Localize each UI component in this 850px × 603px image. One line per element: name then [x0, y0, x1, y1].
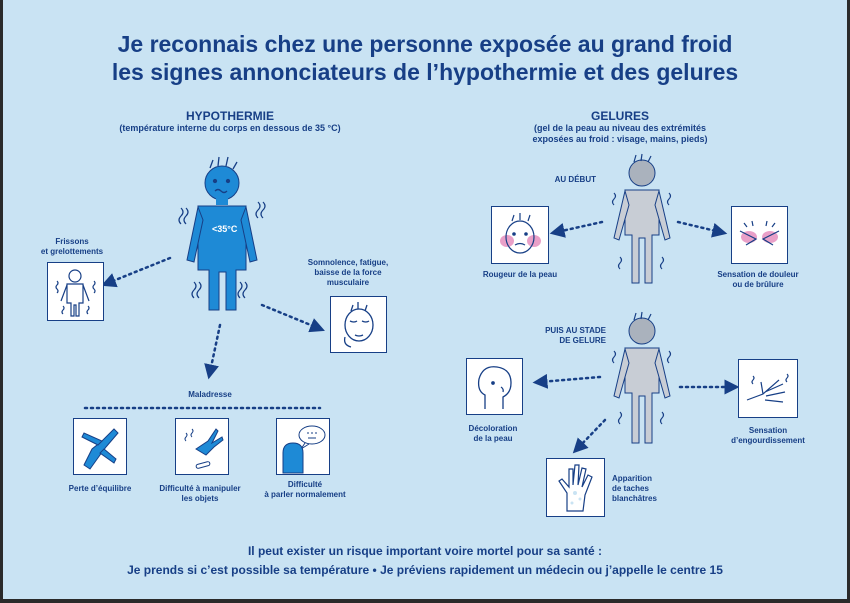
white-spots-hand-icon: [547, 459, 604, 516]
pale-box: [466, 358, 523, 415]
footer-line-2: Je prends si c’est possible sa température • Je préviens rapidement un médecin ou j’appelle le centre 15: [127, 563, 723, 577]
engourdissement-line-1: Sensation: [748, 426, 788, 435]
speech-box: [276, 418, 330, 475]
maladresse-label: Maladresse: [188, 390, 232, 399]
manipuler-label: [150, 484, 250, 504]
hypothermie-heading: HYPOTHERMIE: [185, 109, 274, 123]
spots-box: [546, 458, 605, 517]
decoloration-line-1: Décoloration: [468, 424, 518, 433]
taches-line-3: blanchâtres: [612, 494, 657, 503]
sleepy-box: [330, 296, 387, 353]
speech-bubble-icon: [277, 419, 329, 474]
pain-box: [731, 206, 788, 264]
frissons-label: [22, 237, 122, 257]
stade-label: [528, 326, 606, 346]
taches-line-1: Apparition: [612, 474, 652, 483]
douleur-line-2: ou de brûlure: [732, 280, 784, 289]
grey-figure-icon: [614, 160, 670, 283]
somnolence-line-1: Somnolence, fatigue,: [307, 258, 389, 267]
somnolence-line-2: baisse de la force: [314, 268, 382, 277]
taches-label: [612, 474, 682, 504]
parler-line-2: à parler normalement: [264, 490, 346, 499]
frissons-line-2: et grelottements: [40, 247, 104, 256]
red-face-icon: [492, 207, 548, 263]
manipuler-line-2: les objets: [181, 494, 219, 503]
douleur-label: [708, 270, 808, 290]
gelures-subtitle-2: exposées au froid : visage, mains, pieds): [532, 134, 708, 144]
title-line-2: les signes annonciateurs de l’hypothermie et des gelures: [111, 59, 739, 85]
fall-box: [73, 418, 127, 475]
numb-hand-icon: [739, 360, 797, 417]
hand-box: [175, 418, 229, 475]
redness-box: [491, 206, 549, 264]
shiver-icon: [48, 263, 103, 320]
equilibre-label: Perte d’équilibre: [68, 484, 132, 493]
somnolence-label: [298, 258, 398, 288]
engourdissement-line-2: d’engourdissement: [731, 436, 805, 445]
au-debut-label: AU DÉBUT: [554, 175, 596, 184]
parler-label: [250, 480, 360, 500]
manipuler-line-1: Difficulté à manipuler: [159, 484, 241, 493]
stade-line-2: DE GELURE: [559, 336, 606, 345]
thermometer-label: <35°C: [212, 224, 238, 234]
sleepy-face-icon: [331, 297, 386, 352]
frissons-line-1: Frissons: [55, 237, 89, 246]
gelures-subtitle-1: (gel de la peau au niveau des extrémités: [533, 123, 707, 133]
hypothermie-arrows: [85, 258, 320, 408]
decoloration-line-2: de la peau: [473, 434, 513, 443]
parler-line-1: Difficulté: [287, 480, 323, 489]
taches-line-2: de taches: [612, 484, 649, 493]
douleur-line-1: Sensation de douleur: [717, 270, 799, 279]
shiver-box: [47, 262, 104, 321]
fall-icon: [74, 419, 126, 474]
gelures-heading: GELURES: [590, 109, 649, 123]
engourdissement-label: [718, 426, 818, 446]
decoloration-label: [443, 424, 543, 444]
hand-drop-icon: [176, 419, 228, 474]
somnolence-line-3: musculaire: [326, 278, 370, 287]
hypothermie-subtitle: (température interne du corps en dessous de 35 °C): [119, 123, 341, 133]
stade-line-1: PUIS AU STADE: [545, 326, 606, 335]
pale-face-icon: [467, 359, 522, 414]
numb-box: [738, 359, 798, 418]
pain-feet-icon: [732, 207, 787, 263]
title-line-1: Je reconnais chez une personne exposée au grand froid: [117, 31, 733, 57]
rougeur-label: Rougeur de la peau: [482, 270, 558, 279]
footer-line-1: Il peut exister un risque important voire mortel pour sa santé :: [247, 544, 603, 558]
